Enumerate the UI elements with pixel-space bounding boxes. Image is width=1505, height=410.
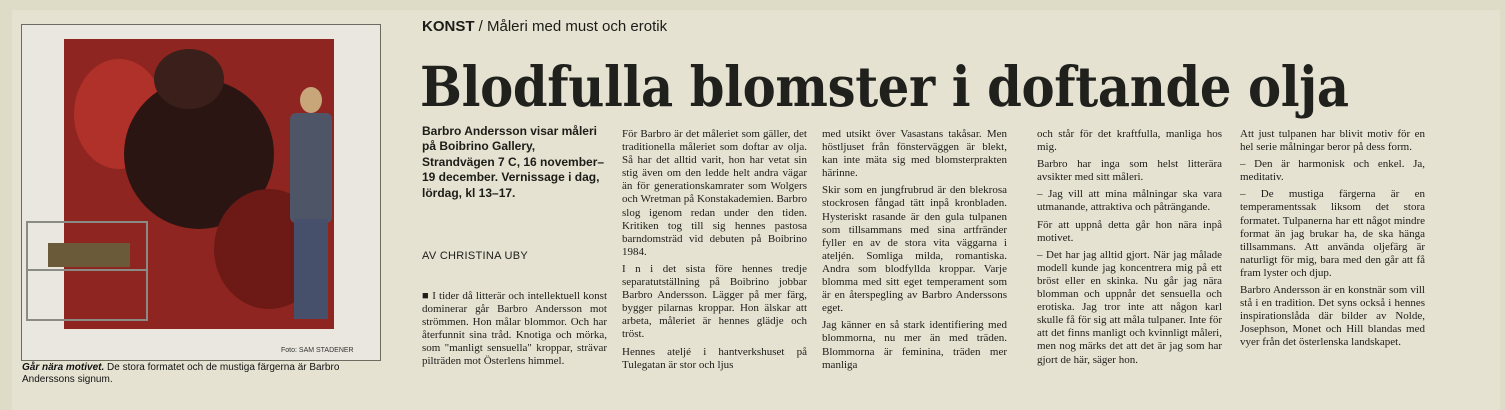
article-column-4 — [1037, 128, 1222, 367]
article-photo — [21, 24, 381, 361]
article-column-5 — [1240, 128, 1425, 350]
paragraph: Att just tulpanen har blivit motiv för en hel serie målningar beror på dess form. — [1240, 128, 1425, 154]
paragraph: – Det har jag alltid gjort. När jag målade modell kunde jag koncentrera mig på ett bröst eller en skinka. Nu går jag nära blomman och uppnår det sensuella och erotiska. Jag tror inte att någon karl skulle få för sig att måla tulpaner. Inte för att det finns manligt och kvinnligt måleri, men nog märks det att det är jag som har gjort de här, säger hon. — [1037, 248, 1222, 366]
section-label: KONST — [422, 18, 475, 35]
byline: AV CHRISTINA UBY — [422, 250, 529, 262]
section-header — [422, 18, 667, 35]
section-separator: / — [474, 18, 488, 35]
paragraph: och står för det kraftfulla, manliga hos mig. — [1037, 128, 1222, 154]
paragraph: För att uppnå detta går hon nära inpå motivet. — [1037, 218, 1222, 244]
paragraph: Jag känner en så stark identifiering med blommorna, nu mer än med träden. Blommorna är feminina, träden mer manliga — [822, 319, 1007, 371]
paragraph: För Barbro är det måleriet som gäller, det traditionella måleriet som doftar av olja. Så har det alltid varit, hon har vetat sin stig även om den ledde helt andra vägar än för generationskamrater som Wolgers och Wretman på Konstakademien. Barbro slog igenom redan under den tiden. Kritiken tog till sig hennes pastosa barndomsträd vid debuten på Boibrino 1984. — [622, 128, 807, 258]
paragraph: – De mustiga färgerna är en temperamentssak liksom det stora formatet. Tulpanerna har ett något mindre format än jag brukar ha, de ska hänga tillsammans. Att använda oljefärg är naturligt för mig, bara med den går att få fram lyster och djup. — [1240, 188, 1425, 279]
artist-figure — [280, 87, 340, 327]
article-column-3 — [822, 128, 1007, 372]
paint-jars — [48, 243, 130, 267]
paragraph: ■ I tider då litterär och intellektuell konst dominerar går Barbro Andersson mot strömmen. Hon målar blommor. Och har återfunnit sina tråd. Knotiga och mörka, som "manligt sensuella" kroppar, strävar pilträden mot Österlens himmel. — [422, 290, 607, 368]
paragraph: Hennes ateljé i hantverkshuset på Tulegatan är stor och ljus — [622, 345, 807, 371]
paragraph: – Jag vill att mina målningar ska vara utmanande, attraktiva och påträngande. — [1037, 188, 1222, 214]
photo-caption — [22, 362, 378, 386]
lead-paragraph: Barbro Andersson visar måleri på Boibrino Gallery, Strandvägen 7 C, 16 november–19 december. Vernissage i dag, lördag, kl 13–17. — [422, 124, 605, 200]
paragraph: Barbro har inga som helst litterära avsikter med sitt måleri. — [1037, 158, 1222, 184]
paragraph: Barbro Andersson är en konstnär som vill stå i en tradition. Det syns också i hennes inspirationslåda där bilder av Nolde, Josephson, Monet och Hill blandas med vyer från det österlenska landskapet. — [1240, 284, 1425, 349]
article-column-2 — [622, 128, 807, 372]
paragraph: – Den är harmonisk och enkel. Ja, meditativ. — [1240, 158, 1425, 184]
paragraph: med utsikt över Vasastans takåsar. Men höstljuset från fönsterväggen är blekt, kan inte mäta sig med blomsterprakten härinne. — [822, 128, 1007, 180]
paragraph: I n i det sista före hennes tredje separatutställning på Boibrino jobbar Barbro Andersson. Lägger på mer färg, bygger pilarnas kroppar. Hon älskar att arbeta, måleriet är hennes glädje och tröst. — [622, 262, 807, 341]
caption-lead: Går nära motivet. — [22, 362, 105, 373]
article-column-1 — [422, 290, 607, 369]
section-subtitle: Måleri med must och erotik — [487, 18, 668, 35]
photo-credit: Foto: SAM STADENER — [281, 347, 354, 354]
caption-text: De stora formatet och de mustiga färgerna är Barbro Anderssons signum. — [22, 362, 340, 385]
paint-cart — [26, 221, 148, 321]
paragraph: Skir som en jungfrubrud är den blekrosa stockrosen fångad tätt inpå kronbladen. Hysteriskt rasande är den gula tulpanen som tillsammans med sina artfränder fyller en av de stora vita väggarna i ateljén. Somliga milda, romantiska. Andra som blodfyllda kroppar. Varje blomma med sitt eget temperament som är en återspegling av Barbro Anderssons eget. — [822, 184, 1007, 315]
headline: Blodfulla blomster i doftande olja — [420, 54, 1349, 119]
